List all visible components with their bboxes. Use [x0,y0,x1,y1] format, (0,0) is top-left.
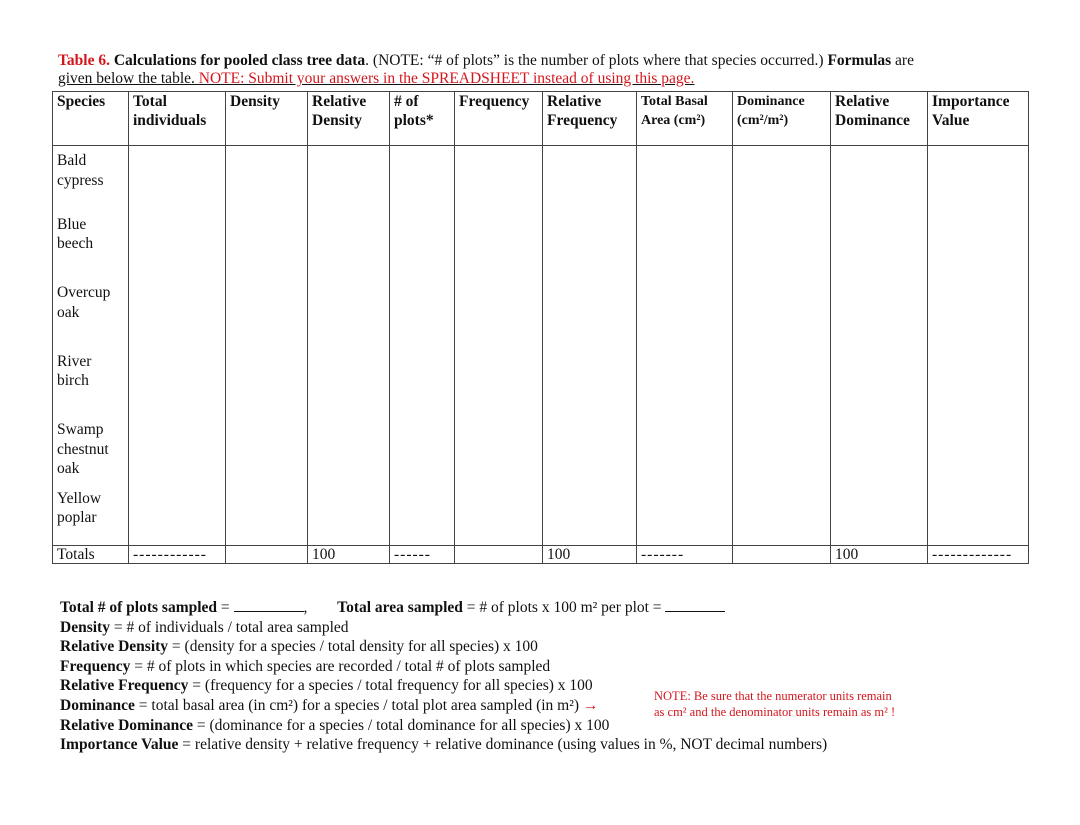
formulas-section [60,597,1050,755]
species-name: Yellow poplar [53,489,129,546]
table-row [53,420,1029,489]
totals-cell [226,545,308,563]
species-name: River birch [53,352,129,421]
plots-label: Total # of plots sampled [60,599,218,616]
table-caption [58,52,1018,88]
table-title: Calculations for pooled class tree data [113,52,366,69]
totals-cell [455,545,543,563]
header-importance-value: Importance Value [928,92,1029,146]
units-note-line2: as cm² and the denominator units remain as m² ! [654,704,896,719]
area-label: Total area sampled [337,599,463,616]
totals-dashes: ------ [390,545,455,563]
header-species: Species [53,92,129,146]
formulas-word: Formulas [827,52,892,69]
formula-plots-area [60,597,1050,618]
formula-importance-value: Importance Value = relative density + relative frequency + relative dominance (using values in %, NOT decimal numbers) [60,736,828,754]
header-relative-frequency: Relative Frequency [543,92,637,146]
formula-relative-density: Relative Density = (density for a species / total density for all species) x 100 [60,638,538,656]
totals-value: 100 [308,545,390,563]
plots-blank[interactable] [234,597,304,612]
header-frequency: Frequency [455,92,543,146]
area-text: = # of plots x 100 m² per plot = [462,599,666,616]
totals-label: Totals [53,545,129,563]
caption-note: . (NOTE: “# of plots” is the number of plots where that species occurred.) [365,52,828,69]
calculation-table [52,91,1029,564]
species-name: Bald cypress [53,146,129,215]
formula-relative-frequency: Relative Frequency = (frequency for a species / total frequency for all species) x 100 [60,677,593,695]
species-name: Overcup oak [53,283,129,352]
submit-note: NOTE: Submit your answers in the SPREADSHEET instead of using this page. [198,70,695,87]
header-total-individuals: Total individuals [129,92,226,146]
table-number: Table 6. [58,52,110,69]
formula-dominance: Dominance = total basal area (in cm²) for a species / total plot area sampled (in m²) → [60,696,599,714]
arrow-right-icon: → [582,696,599,714]
formula-frequency: Frequency = # of plots in which species are recorded / total # of plots sampled [60,657,551,675]
header-total-basal-area: Total Basal Area (cm²) [637,92,733,146]
totals-dashes: ------- [637,545,733,563]
formula-density: Density = # of individuals / total area sampled [60,618,349,636]
totals-value: 100 [831,545,928,563]
units-note-line1: NOTE: Be sure that the numerator units remain [654,689,892,703]
table-row [53,215,1029,284]
header-plots: # of plots* [390,92,455,146]
header-relative-density: Relative Density [308,92,390,146]
table-row [53,283,1029,352]
header-row [53,92,1029,146]
caption-line2: given below the table. [58,70,199,87]
header-relative-dominance: Relative Dominance [831,92,928,146]
totals-row [53,545,1029,563]
caption-are: are [891,52,914,69]
header-density: Density [226,92,308,146]
equals-sign: = [217,599,234,616]
totals-cell [733,545,831,563]
units-note [654,689,895,720]
table-row [53,352,1029,421]
formula-relative-dominance: Relative Dominance = (dominance for a species / total dominance for all species) x 100 [60,716,610,734]
header-dominance: Dominance (cm²/m²) [733,92,831,146]
totals-dashes: ------------- [928,545,1029,563]
table-row [53,489,1029,546]
totals-dashes: ------------ [129,545,226,563]
species-name: Swamp chestnut oak [53,420,129,489]
comma: , [303,599,308,616]
area-blank[interactable] [665,597,725,612]
species-name: Blue beech [53,215,129,284]
totals-value: 100 [543,545,637,563]
table-row [53,146,1029,215]
